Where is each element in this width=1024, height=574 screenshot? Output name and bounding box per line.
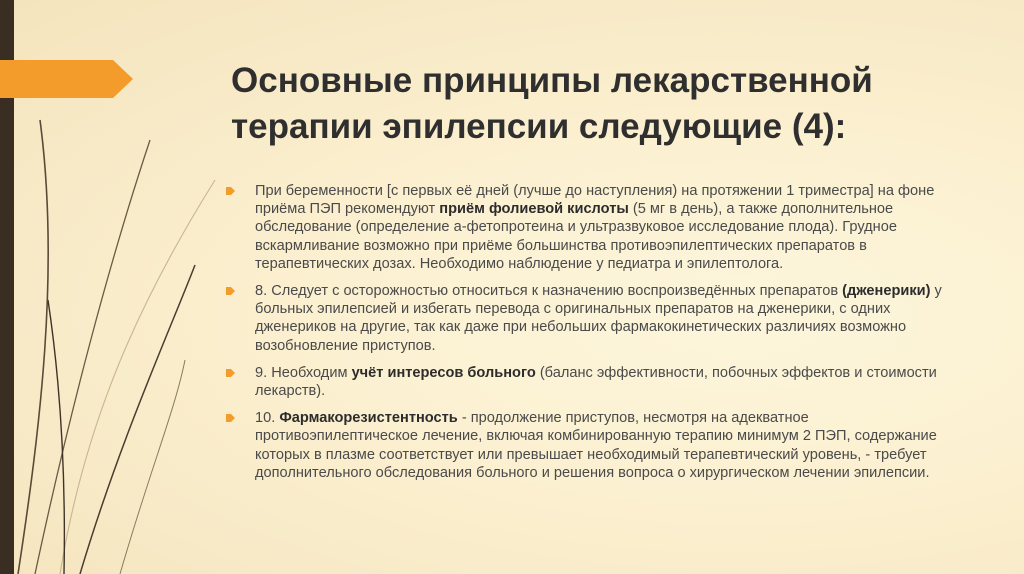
bullet-text: 9. Необходим — [255, 364, 352, 381]
curve-line — [18, 120, 48, 574]
orange-arrow-bullet-icon — [226, 368, 235, 378]
orange-arrow-bullet-icon — [226, 286, 235, 296]
curve-line — [80, 265, 195, 574]
bullet-bold-text: Фармакорезистентность — [279, 410, 458, 427]
bullet-item — [225, 364, 945, 400]
bullet-bold-text: приём фолиевой кислоты — [439, 201, 629, 218]
bullet-text: При беременности [с первых её дней (лучше до наступления) на протяжении 1 триместра] на фоне приёма ПЭП рекомендуют — [255, 183, 935, 218]
bullet-text: у больных эпилепсией и избегать перевода с оригинальных препаратов на дженерики, с одних дженериков на другие, так как даже при небольших фармакокинетических различиях возможно возобновление приступов. — [255, 283, 942, 354]
bullet-text: (5 мг в день), а также дополнительное обследование (определение а-фетопротеина и ультразвуковое исследование плода). Грудное вскармливание возможно при приёме большинства противоэпилептических препаратов в терапевтических дозах. Необходимо наблюдение у педиатра и эпилептолога. — [255, 201, 897, 272]
bullet-text: (баланс эффективности, побочных эффектов и стоимости лекарств). — [255, 364, 937, 400]
curve-line — [48, 300, 64, 574]
bullet-item — [225, 282, 945, 355]
bullet-list — [225, 182, 945, 491]
bullet-text: 10. — [255, 410, 280, 427]
bullet-text: 8. Следует с осторожностью относиться к назначению воспроизведённых препаратов — [255, 283, 843, 300]
curve-line — [120, 360, 185, 574]
orange-arrow-bullet-icon — [226, 413, 235, 423]
curve-line — [35, 140, 150, 574]
slide-title — [231, 58, 991, 150]
bullet-item — [225, 182, 945, 273]
orange-arrow-bullet-icon — [226, 186, 235, 196]
title-line-1: Основные принципы лекарственной — [231, 61, 873, 100]
bullet-bold-text: учёт интересов больного — [351, 364, 536, 381]
bullet-bold-text: (дженерики) — [842, 283, 931, 300]
title-accent-arrow — [0, 60, 133, 98]
bullet-item — [225, 409, 945, 482]
bullet-text: - продолжение приступов, несмотря на адекватное противоэпилептическое лечение, включая комбинированную терапию минимум 2 ПЭП, содержание которых в плазме соответствует или превышает необходимый терапевтический уровень, - требует дополнительного обследования больного и решения вопроса о хирургическом лечении эпилепсии. — [255, 410, 937, 481]
title-line-2: терапии эпилепсии следующие (4): — [231, 107, 847, 146]
accent-arrow-shape — [0, 60, 133, 98]
